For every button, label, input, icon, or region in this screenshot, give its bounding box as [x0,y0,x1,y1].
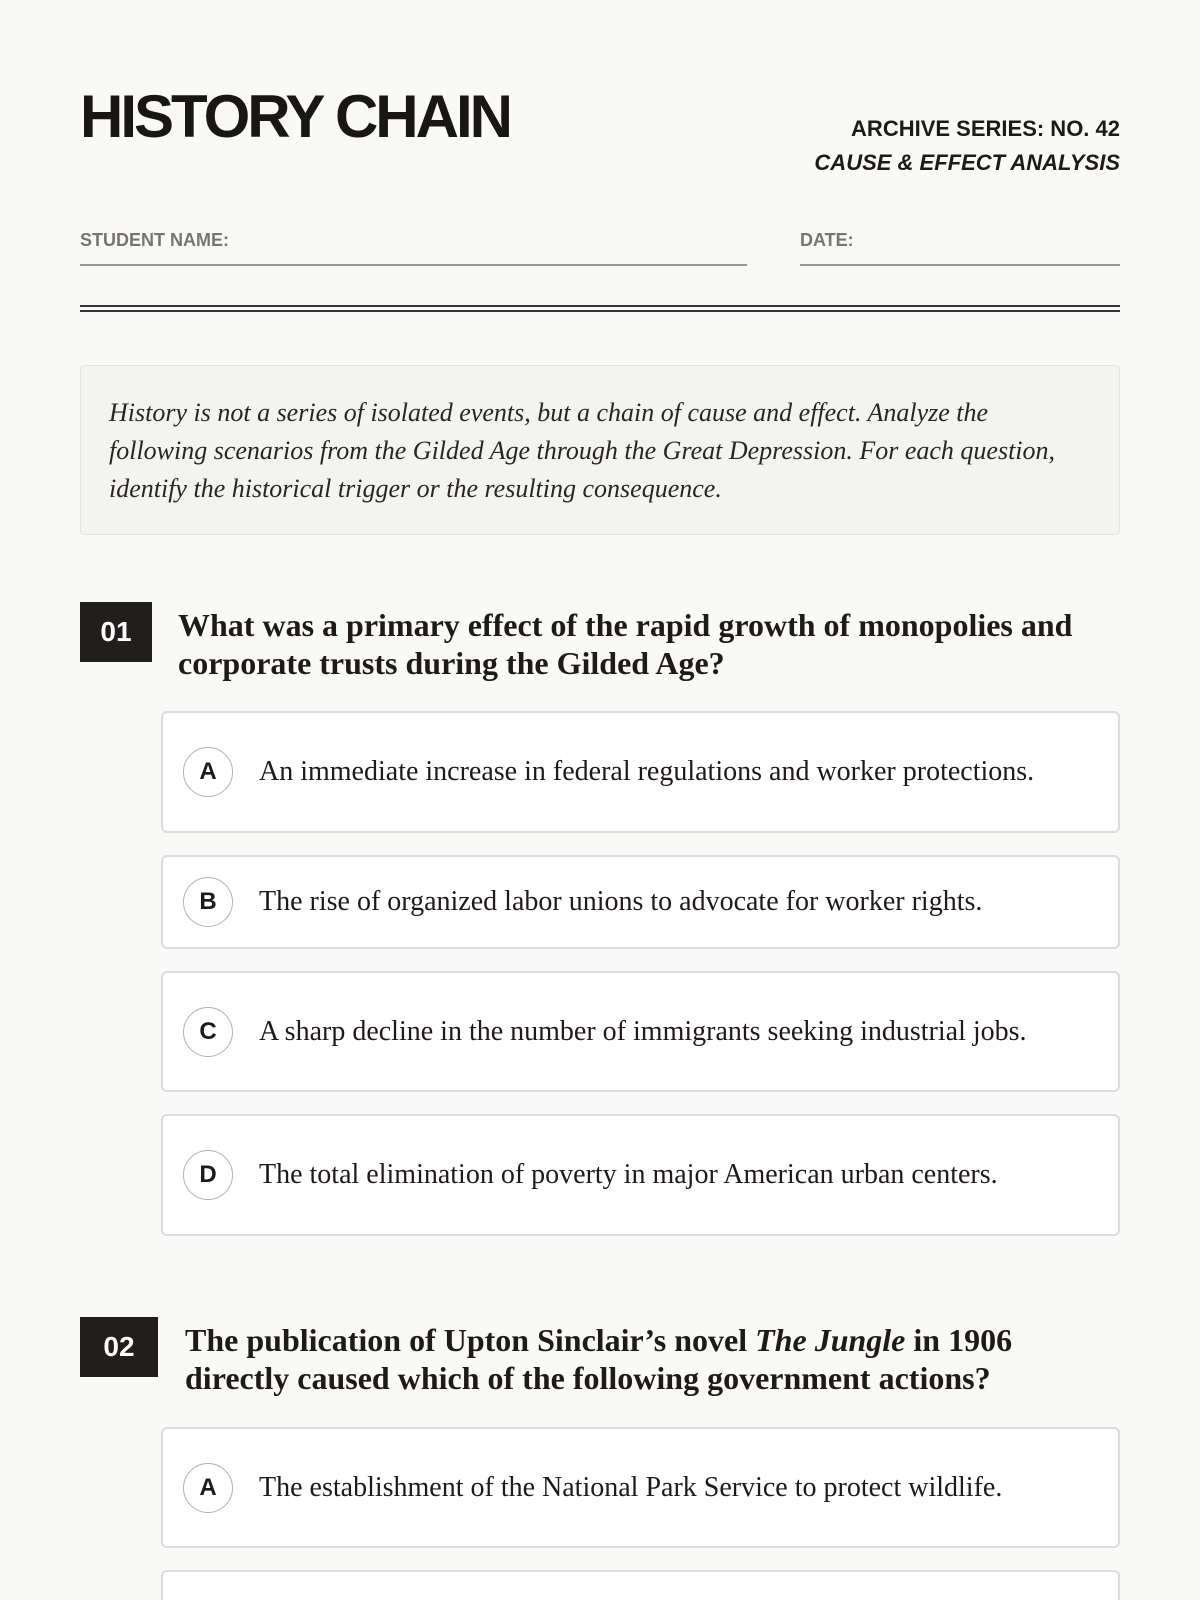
date-label: DATE: [800,230,854,250]
option-letter: B [183,877,233,927]
question-number: 02 [80,1317,158,1377]
option-text: The total elimination of poverty in major American urban centers. [259,1159,998,1190]
option-text: A sharp decline in the number of immigrants seeking industrial jobs. [259,1015,1027,1047]
instructions-box: History is not a series of isolated events, but a chain of cause and effect. Analyze the following scenarios from the Gilded Age through the Great Depression. For each question, identify the historical trigger or the resulting consequence. [80,365,1120,535]
double-divider [80,305,1120,312]
option-letter: A [183,747,233,797]
date-field[interactable] [800,230,1120,266]
option-text: The establishment of the National Park Service to protect wildlife. [259,1471,1003,1503]
worksheet-subtitle: CAUSE & EFFECT ANALYSIS [814,150,1120,175]
answer-option-c[interactable] [161,971,1120,1092]
answer-option-a[interactable] [161,1427,1120,1548]
option-letter: C [183,1007,233,1057]
option-letter: A [183,1463,233,1513]
question-number: 01 [80,602,152,662]
answer-option-d[interactable] [161,1114,1120,1236]
book-title: The Jungle [755,1322,906,1358]
answer-option-b[interactable] [161,1570,1120,1600]
question-text-part: in 1906 directly caused which of the following government actions? [185,1322,1013,1396]
question-text-part: The publication of Upton Sinclair’s novel [185,1322,756,1358]
student-name-field[interactable] [80,230,747,266]
question-text [185,1321,1120,1397]
option-letter: D [183,1150,233,1200]
option-text: The rise of organized labor unions to advocate for worker rights. [259,886,983,917]
header-meta [814,112,1120,180]
student-name-label: STUDENT NAME: [80,230,229,250]
worksheet-title: HISTORY CHAIN [80,83,510,150]
option-text: An immediate increase in federal regulations and worker protections. [259,756,1035,787]
archive-series: ARCHIVE SERIES: NO. 42 [851,116,1120,141]
question-text: What was a primary effect of the rapid growth of monopolies and corporate trusts during the Gilded Age? [178,607,1073,681]
answer-option-a[interactable] [161,711,1120,833]
answer-option-b[interactable] [161,855,1120,949]
